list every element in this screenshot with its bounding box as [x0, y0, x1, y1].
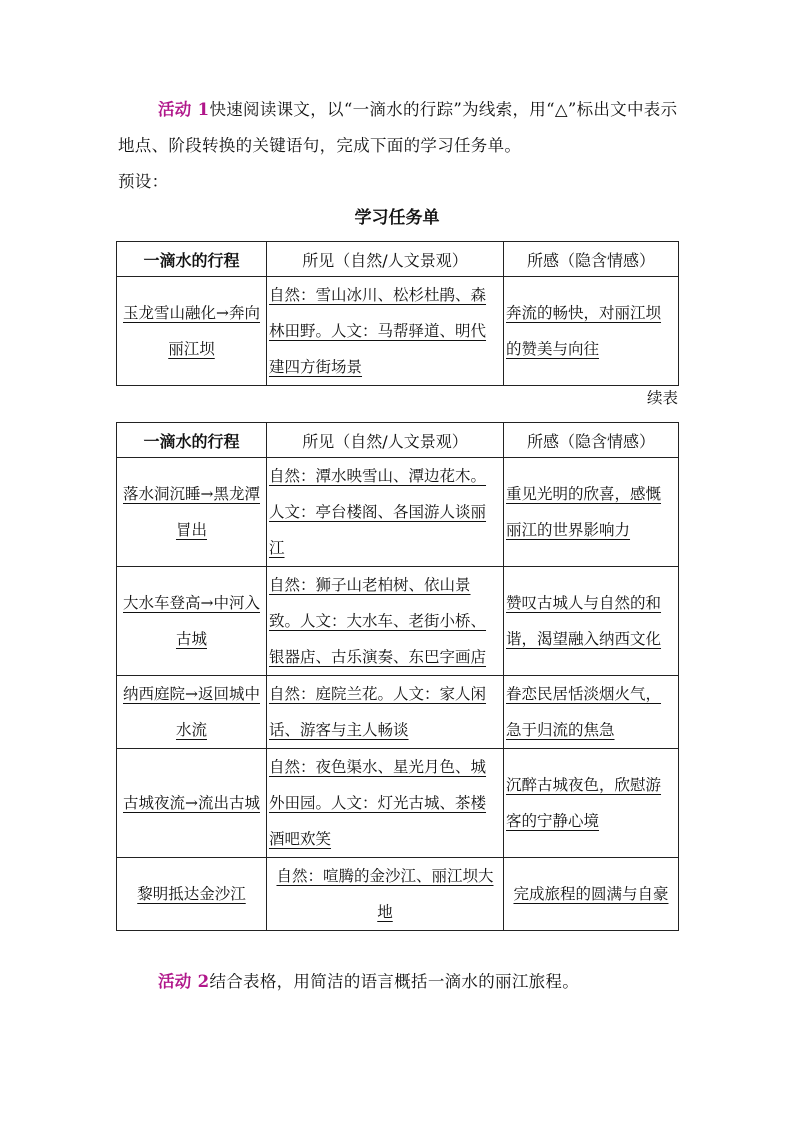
seen-text: 自然：庭院兰花。人文：家人闲话、游客与主人畅谈	[269, 685, 487, 739]
seen-cell	[267, 458, 504, 567]
continued-label: 续表	[646, 389, 678, 407]
stage-cell	[117, 749, 267, 858]
activity1-text: 快速阅读课文，以“一滴水的行踪”为线索，用“△”标出文中表示地点、阶段转换的关键语句，完成下面的学习任务单。	[118, 100, 678, 155]
stage-cell	[117, 458, 267, 567]
seen-text: 自然：喧腾的金沙江、丽江坝大地	[276, 867, 494, 921]
activity1-tag: 活动 1	[158, 100, 210, 119]
felt-text: 重见光明的欣喜，感慨丽江的世界影响力	[506, 485, 662, 539]
stage-text: 纳西庭院→返回城中水流	[123, 685, 260, 739]
stage-cell	[117, 858, 267, 931]
activity2-text: 结合表格，用简洁的语言概括一滴水的丽江旅程。	[209, 972, 580, 991]
seen-cell	[267, 749, 504, 858]
header-seen: 所见（自然/人文景观）	[267, 423, 504, 458]
stage-text: 古城夜流→流出古城	[123, 794, 260, 812]
felt-cell	[504, 858, 679, 931]
felt-cell	[504, 458, 679, 567]
stage-text: 大水车登高→中河入古城	[123, 594, 260, 648]
stage-text: 黎明抵达金沙江	[137, 885, 246, 903]
table-header-row	[117, 242, 679, 277]
stage-cell	[117, 277, 267, 386]
felt-cell	[504, 749, 679, 858]
activity2-paragraph	[158, 964, 698, 1000]
table-header-row	[117, 423, 679, 458]
table-row	[117, 458, 679, 567]
seen-text: 自然：雪山冰川、松杉杜鹃、森林田野。人文：马帮驿道、明代建四方街场景	[269, 286, 487, 376]
table-row	[117, 749, 679, 858]
task-table-part2	[116, 422, 679, 931]
felt-text: 眷恋民居恬淡烟火气，急于归流的焦急	[506, 685, 662, 739]
felt-text: 完成旅程的圆满与自豪	[513, 885, 669, 903]
table-row	[117, 676, 679, 749]
felt-cell	[504, 567, 679, 676]
header-felt: 所感（隐含情感）	[504, 423, 679, 458]
header-felt: 所感（隐含情感）	[504, 242, 679, 277]
felt-cell	[504, 277, 679, 386]
seen-cell	[267, 567, 504, 676]
header-journey: 一滴水的行程	[117, 423, 267, 458]
felt-text: 赞叹古城人与自然的和谐，渴望融入纳西文化	[506, 594, 662, 648]
stage-cell	[117, 567, 267, 676]
table-row	[117, 858, 679, 931]
activity1-paragraph	[118, 92, 678, 164]
table-row	[117, 567, 679, 676]
felt-cell	[504, 676, 679, 749]
table-title: 学习任务单	[354, 208, 440, 228]
preset-label: 预设：	[118, 172, 169, 191]
task-table-part1	[116, 241, 679, 386]
felt-text: 奔流的畅快，对丽江坝的赞美与向往	[506, 304, 662, 358]
header-journey: 一滴水的行程	[117, 242, 267, 277]
stage-text: 玉龙雪山融化→奔向丽江坝	[123, 304, 260, 358]
activity2-tag: 活动 2	[158, 972, 210, 991]
seen-cell	[267, 858, 504, 931]
table-row	[117, 277, 679, 386]
seen-cell	[267, 277, 504, 386]
felt-text: 沉醉古城夜色，欣慰游客的宁静心境	[506, 776, 662, 830]
seen-cell	[267, 676, 504, 749]
stage-text: 落水洞沉睡→黑龙潭冒出	[123, 485, 260, 539]
seen-text: 自然：潭水映雪山、潭边花木。人文：亭台楼阁、各国游人谈丽江	[269, 467, 487, 557]
header-seen: 所见（自然/人文景观）	[267, 242, 504, 277]
seen-text: 自然：夜色渠水、星光月色、城外田园。人文：灯光古城、茶楼酒吧欢笑	[269, 758, 487, 848]
stage-cell	[117, 676, 267, 749]
seen-text: 自然：狮子山老柏树、依山景致。人文：大水车、老街小桥、银器店、古乐演奏、东巴字画店	[269, 576, 487, 666]
